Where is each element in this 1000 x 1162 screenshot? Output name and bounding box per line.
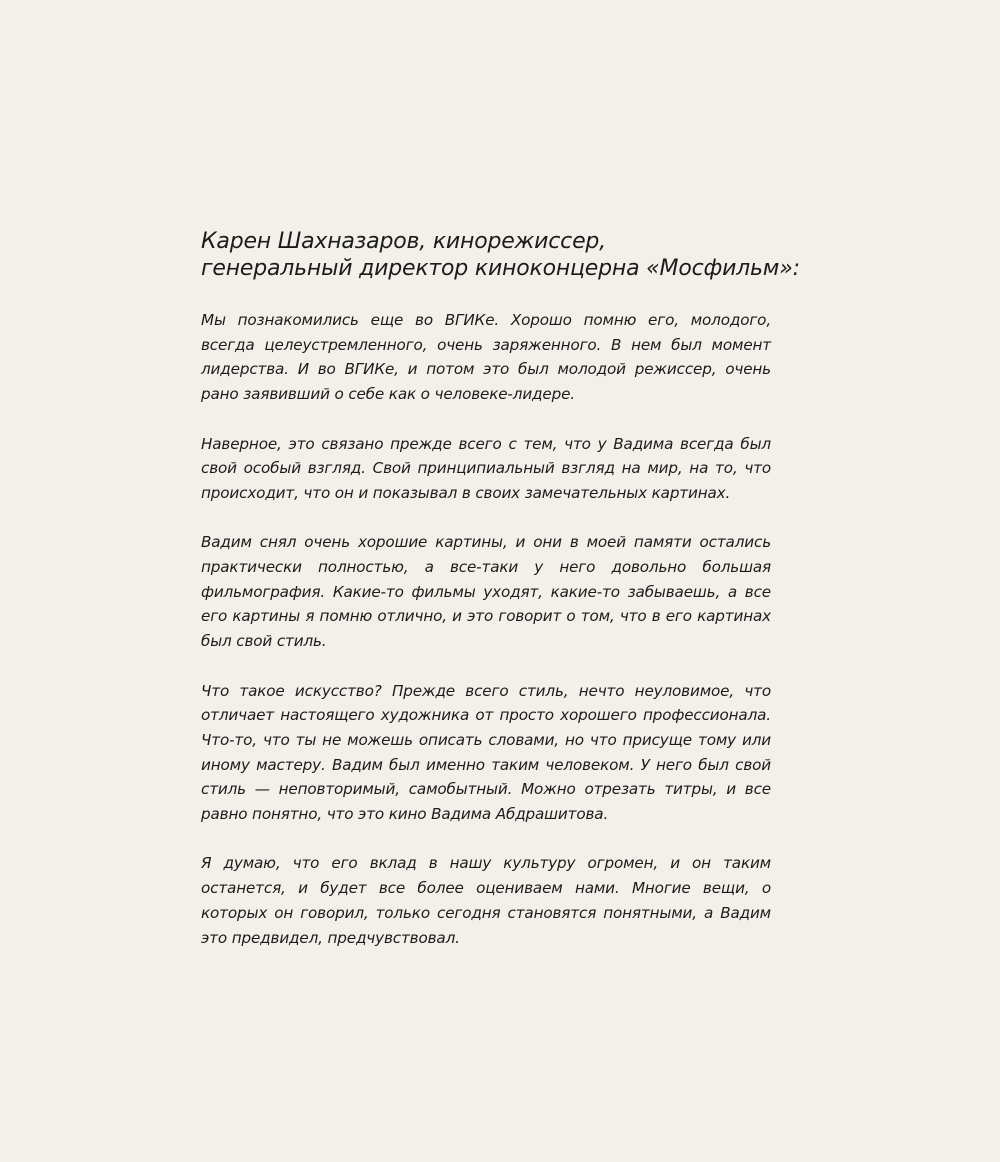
speaker-heading	[201, 228, 800, 282]
paragraph-2: Наверное, это связано прежде всего с тем, что у Вадима всегда был свой особый взгляд. Свой принципиальный взгляд на мир, на то, что происходит, что он и показывал в своих замечательных картинах.	[201, 434, 771, 502]
paragraph-4: Что такое искусство? Прежде всего стиль, нечто неуловимое, что отличает настоящего художника от просто хорошего профессионала. Что-то, что ты не можешь описать словами, но что присуще тому или иному мастеру. Вадим был именно таким человеком. У него был свой стиль — неповторимый, самобытный. Можно отрезать титры, и все равно понятно, что это кино Вадима Абдрашитова.	[201, 681, 771, 824]
paragraph-1: Мы познакомились еще во ВГИКе. Хорошо помню его, молодого, всегда целеустремленного, очень заряженного. В нем был момент лидерства. И во ВГИКе, и потом это был молодой режиссер, очень рано заявивший о себе как о человеке-лидере.	[201, 311, 771, 404]
paragraph-5: Я думаю, что его вклад в нашу культуру огромен, и он таким останется, и будет все более оцениваем нами. Многие вещи, о которых он говорил, только сегодня становятся понятными, а Вадим это предвидел, предчувствовал.	[201, 854, 771, 947]
paragraph-3: Вадим снял очень хорошие картины, и они в моей памяти остались практически полностью, а все-таки у него довольно большая фильмография. Какие-то фильмы уходят, какие-то забываешь, а все его картины я помню отлично, и это говорит о том, что в его картинах был свой стиль.	[201, 533, 771, 651]
quote-block	[201, 228, 800, 975]
speaker-title-line: генеральный директор киноконцерна «Мосфильм»:	[201, 256, 800, 281]
speaker-name-line: Карен Шахназаров, кинорежиссер,	[201, 229, 606, 254]
